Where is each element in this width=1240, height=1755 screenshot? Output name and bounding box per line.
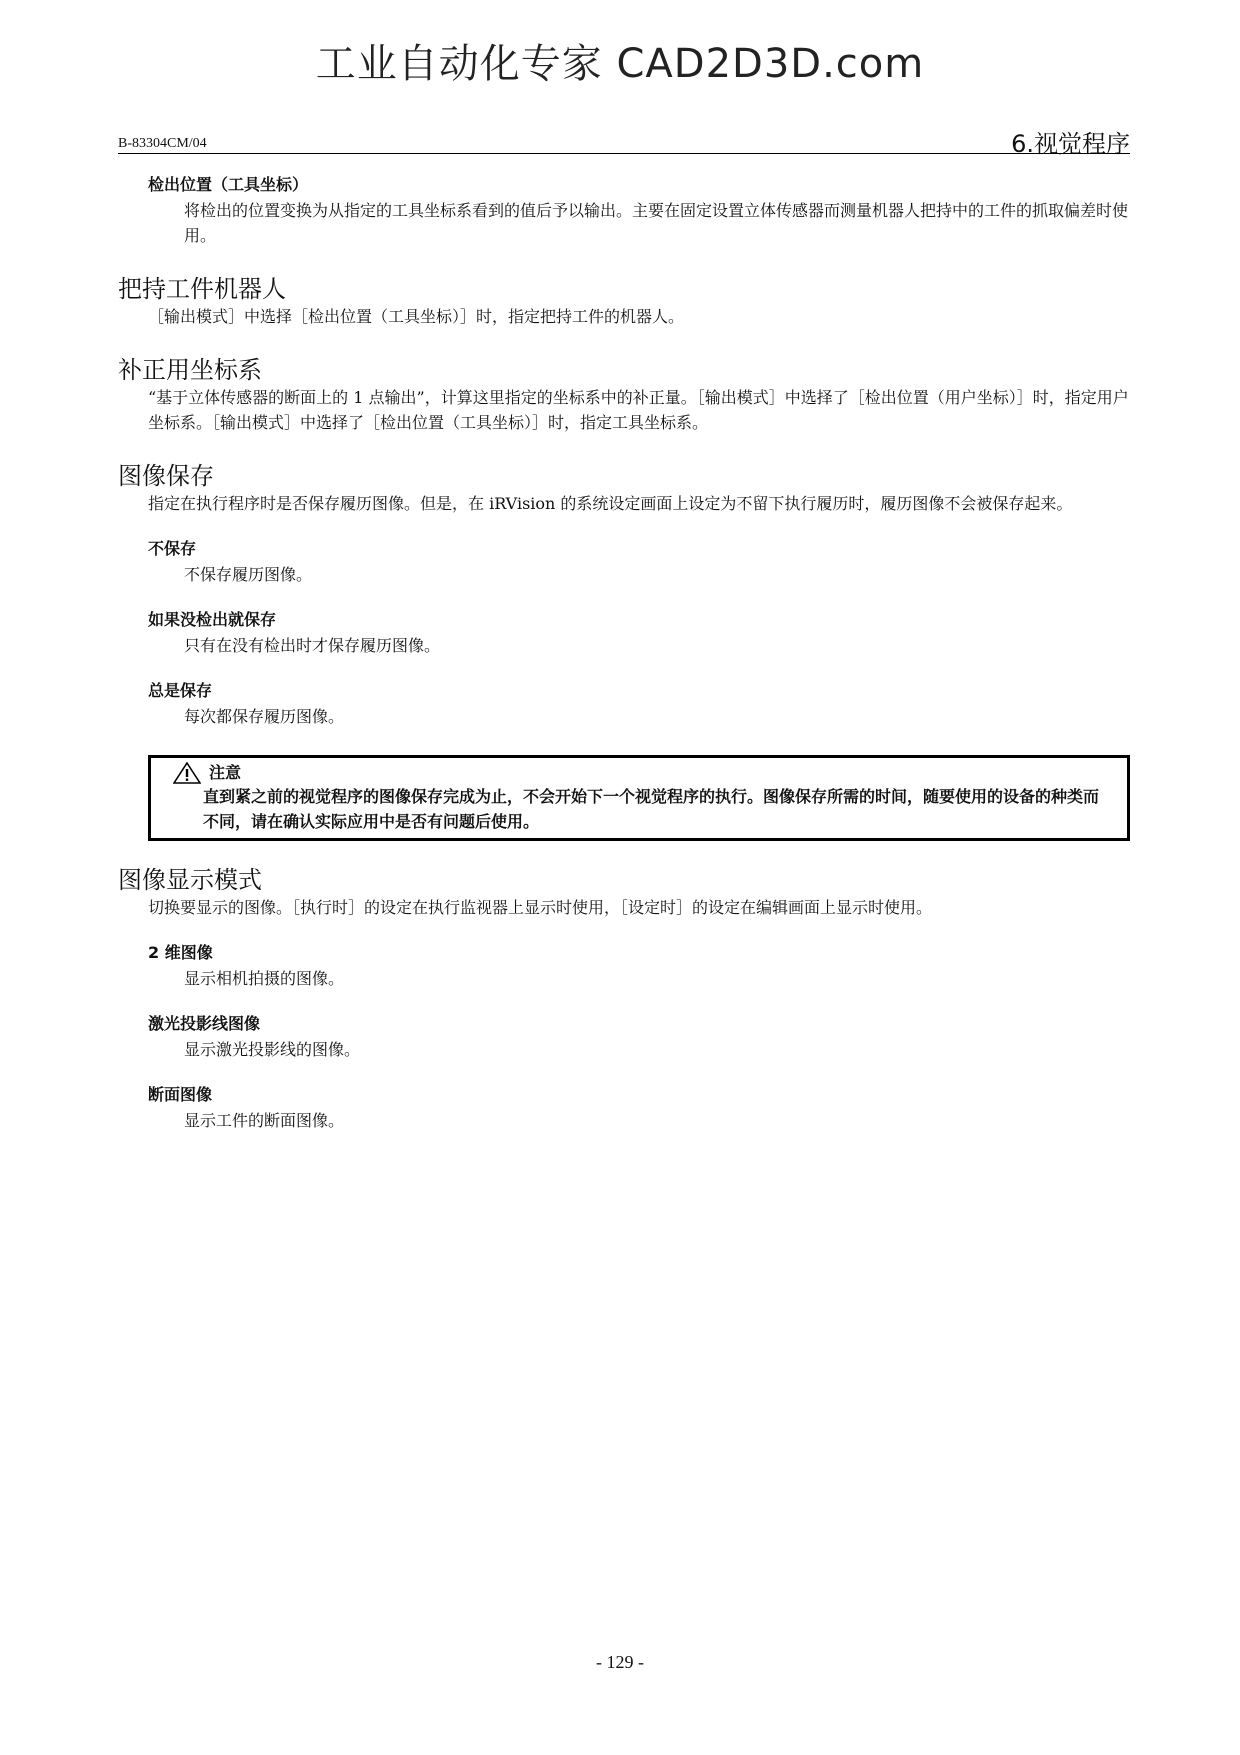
item-text-laser-image: 显示激光投影线的图像。	[184, 1040, 361, 1059]
section-title-image-save: 图像保存	[118, 462, 214, 490]
item-title-always-save: 总是保存	[148, 681, 213, 700]
item-title-section-image: 断面图像	[148, 1085, 213, 1104]
section-text-offset-frame: “基于立体传感器的断面上的 1 点输出”，计算这里指定的坐标系中的补正量。［输出模式］中选择了［检出位置（用户坐标）］时，指定用户坐标系。［输出模式］中选择了［检出位置（工具坐标）］时，指定工具坐标系。	[148, 388, 1129, 432]
item-text-no-save: 不保存履历图像。	[184, 565, 313, 584]
caution-title: 注意	[209, 763, 242, 782]
caution-text: 直到紧之前的视觉程序的图像保存完成为止，不会开始下一个视觉程序的执行。图像保存所需的时间，随要使用的设备的种类而不同，请在确认实际应用中是否有问题后使用。	[203, 787, 1100, 831]
chapter-title: 6.视觉程序	[1011, 130, 1130, 158]
item-title-no-save: 不保存	[148, 539, 197, 558]
item-title-2d-image: 2 维图像	[148, 943, 213, 962]
item-title-save-on-fail: 如果没检出就保存	[148, 610, 277, 629]
item-text-section-image: 显示工件的断面图像。	[184, 1111, 345, 1130]
page-content	[118, 172, 1130, 1133]
doc-number: B-83304CM/04	[118, 136, 207, 151]
section-title-robot: 把持工件机器人	[118, 275, 286, 303]
item-title-tool-frame: 检出位置（工具坐标）	[148, 175, 309, 194]
item-text-2d-image: 显示相机拍摄的图像。	[184, 969, 345, 988]
page-number: - 129 -	[596, 1652, 644, 1672]
item-text-always-save: 每次都保存履历图像。	[184, 707, 345, 726]
section-text-image-save: 指定在执行程序时是否保存履历图像。但是，在 iRVision 的系统设定画面上设定为不留下执行履历时，履历图像不会被保存起来。	[148, 494, 1073, 513]
item-title-laser-image: 激光投影线图像	[148, 1014, 261, 1033]
caution-box	[148, 755, 1130, 841]
section-title-display-mode: 图像显示模式	[118, 866, 262, 894]
watermark-title: 工业自动化专家 CAD2D3D.com	[315, 41, 925, 87]
header-rule	[118, 153, 1130, 154]
section-title-offset-frame: 补正用坐标系	[118, 356, 262, 384]
section-text-display-mode: 切换要显示的图像。［执行时］的设定在执行监视器上显示时使用，［设定时］的设定在编辑画面上显示时使用。	[148, 898, 933, 917]
section-text-robot: ［输出模式］中选择［检出位置（工具坐标）］时，指定把持工件的机器人。	[148, 307, 685, 326]
item-text-save-on-fail: 只有在没有检出时才保存履历图像。	[184, 636, 441, 655]
item-text-tool-frame: 将检出的位置变换为从指定的工具坐标系看到的值后予以输出。主要在固定设置立体传感器而测量机器人把持中的工件的抓取偏差时使用。	[184, 201, 1129, 245]
warning-triangle-icon	[173, 762, 201, 784]
